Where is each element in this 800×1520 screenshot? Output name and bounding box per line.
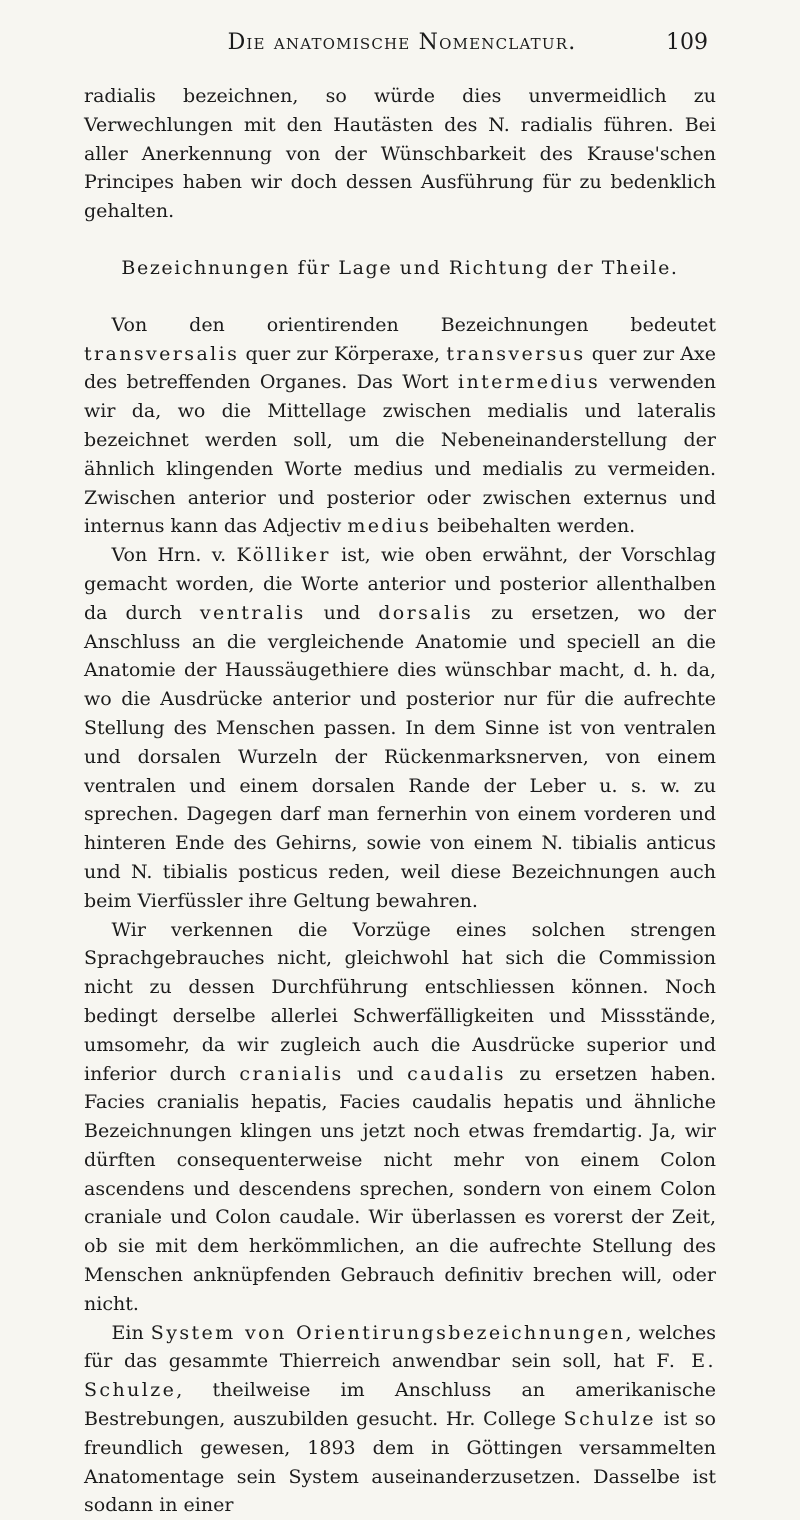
text-run: quer zur Axe des betreffenden Organes. Das Wort: [84, 342, 716, 394]
body-text: [84, 82, 716, 1520]
section-heading: Bezeichnungen für Lage und Richtung der Theile.: [121, 256, 679, 279]
text-run: Ein: [111, 1321, 151, 1344]
text-run: Von Hrn. v.: [111, 544, 237, 567]
text-run: ist, wie oben erwähnt, der Vorschlag gemacht worden, die Worte anterior und posterior allenthalben da durch: [84, 544, 717, 624]
name-schulze: Schulze: [563, 1408, 656, 1431]
running-title: Die anatomische Nomenclatur.: [227, 30, 577, 55]
name-koelliker: Kölliker: [236, 544, 331, 567]
text-run: , theilweise im Anschluss an amerikanische Bestrebungen, auszubilden gesucht. Hr. College: [84, 1379, 716, 1431]
term-intermedius: intermedius: [458, 371, 601, 394]
text-run: zu ersetzen, wo der Anschluss an die vergleichende Anatomie und speciell an die Anatomie der Haussäugethiere dies wünschbar macht, d. h. da, wo die Ausdrücke anterior und posterior nur für die aufrechte Stellung des Menschen passen. In dem Sinne ist von ventralen und dorsalen Wurzeln der Rückenmarksnerven, von einem ventralen und einem dorsalen Rande der Leber u. s. w. zu sprechen. Dagegen darf man fernerhin von einem vorderen und hinteren Ende des Gehirns, sowie von einem N. tibialis anticus und N. tibialis posticus reden, weil diese Bezeichnungen auch beim Vierfüssler ihre Geltung bewahren.: [84, 601, 716, 912]
text-run: Von den orientirenden Bezeichnungen bedeutet: [111, 313, 716, 336]
text-run: zu ersetzen haben. Facies cranialis hepatis, Facies caudalis hepatis und ähnliche Bezeichnungen klingen uns jetzt noch etwas fremdartig. Ja, wir dürften consequenterweise nicht mehr von einem Colon ascendens und descendens sprechen, sondern von einem Colon craniale und Colon caudale. Wir überlassen es vorerst der Zeit, ob sie mit dem herkömmlichen, an die aufrechte Stellung des Menschen anknüpfenden Gebrauch definitiv brechen will, oder nicht.: [84, 1062, 717, 1315]
text-run: verwenden wir da, wo die Mittellage zwischen medialis und lateralis bezeichnet werden soll, um die Nebeneinanderstellung der ähnlich klingenden Worte medius und medialis zu vermeiden. Zwischen anterior und posterior oder zwischen externus und internus kann das Adjectiv: [84, 371, 716, 538]
text-run: beibehalten werden.: [431, 515, 636, 538]
page-number: 109: [666, 30, 708, 55]
paragraph-5: [84, 1319, 716, 1520]
term-caudalis: caudalis: [407, 1062, 506, 1085]
text-run: , welches für das gesammte Thierreich anwendbar sein soll, hat: [84, 1321, 716, 1373]
term-system: System von Orientirungsbezeichnungen: [150, 1321, 626, 1344]
text-run: und: [305, 601, 379, 624]
paragraph-2: [84, 311, 716, 541]
term-dorsalis: dorsalis: [378, 601, 474, 624]
paragraph-3: [84, 541, 716, 915]
name-f-e-schulze: F. E. Schulze: [84, 1350, 716, 1402]
text-run: ist so freundlich gewesen, 1893 dem in Göttingen versammelten Anatomentage sein System auseinanderzusetzen. Dasselbe ist sodann in einer: [84, 1408, 716, 1517]
paragraph-1: radialis bezeichnen, so würde dies unvermeidlich zu Verwechlungen mit den Hautästen des N. radialis führen. Bei aller Anerkennung von der Wünschbarkeit des Krause'schen Principes haben wir doch dessen Ausführung für zu bedenklich gehalten.: [84, 85, 716, 223]
term-cranialis: cranialis: [239, 1062, 344, 1085]
paragraph-4: [84, 916, 716, 1319]
term-transversus: transversus: [446, 342, 586, 365]
term-medius: medius: [347, 515, 432, 538]
term-transversalis: transversalis: [84, 342, 240, 365]
text-run: quer zur Körperaxe,: [239, 342, 447, 365]
page-header: [96, 30, 708, 60]
term-ventralis: ventralis: [199, 601, 306, 624]
text-run: Wir verkennen die Vorzüge eines solchen strengen Sprachgebrauches nicht, gleichwohl hat sich die Commission nicht zu dessen Durchführung entschliessen können. Noch bedingt derselbe allerlei Schwerfälligkeiten und Missstände, umsomehr, da wir zugleich auch die Ausdrücke superior und inferior durch: [84, 918, 716, 1085]
text-run: und: [343, 1062, 408, 1085]
